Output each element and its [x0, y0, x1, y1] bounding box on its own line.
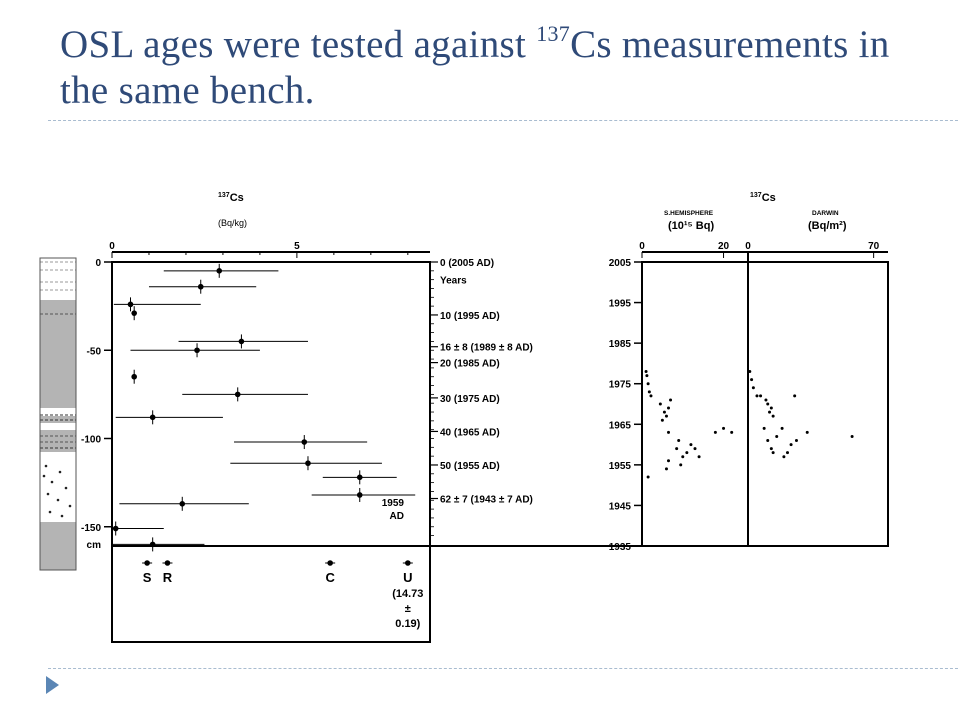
series-point: [685, 451, 688, 454]
marker-point: [327, 560, 333, 566]
right-top-tick-label: 70: [868, 241, 880, 252]
year-tick-label: 1975: [608, 379, 631, 391]
marker-label: R: [162, 570, 173, 585]
column-pebble: [51, 481, 54, 484]
series-point: [647, 476, 650, 479]
series-point: [645, 374, 648, 377]
series-point: [714, 431, 717, 434]
year-tick-label: 1945: [608, 501, 631, 513]
data-point: [305, 460, 311, 466]
left-axis-title-element: Cs: [229, 192, 244, 204]
left-marker-frame: [112, 546, 430, 642]
left-axis-unit: (Bq/kg): [218, 218, 248, 228]
column-pebble: [45, 465, 48, 468]
data-point: [235, 392, 241, 398]
data-point: [357, 475, 363, 481]
series-point: [675, 447, 678, 450]
series-point: [648, 390, 651, 393]
series-point: [689, 443, 692, 446]
series-point: [772, 451, 775, 454]
data-point: [113, 526, 119, 532]
depth-tick-label: -100: [80, 434, 101, 446]
series-point: [786, 451, 789, 454]
left-axis-title-iso: 137: [218, 192, 230, 199]
age-label: 50 (1955 AD): [440, 460, 500, 472]
column-light-band: [40, 423, 76, 430]
series-point: [770, 447, 773, 450]
right-top-tick-label: 0: [639, 241, 645, 252]
series-point: [752, 386, 755, 389]
marker-point: [144, 560, 150, 566]
series-point: [647, 382, 650, 385]
age-label: 16 ± 8 (1989 ± 8 AD): [440, 342, 533, 354]
series-point: [755, 394, 758, 397]
series-point: [782, 455, 785, 458]
column-pebble: [57, 499, 60, 502]
year-tick-label: 1985: [608, 339, 631, 351]
data-point: [194, 347, 200, 353]
left-top-tick-label: 5: [294, 241, 300, 252]
series-point: [663, 411, 666, 414]
u-value-line: ±: [404, 603, 411, 615]
series-point: [681, 455, 684, 458]
series-point: [694, 447, 697, 450]
age-label: 0 (2005 AD): [440, 258, 495, 269]
data-point: [239, 339, 245, 345]
right-top-tick-label: 0: [745, 241, 751, 252]
series-name-label: S.HEMISPHERE: [664, 210, 714, 217]
series-point: [750, 378, 753, 381]
series-point: [649, 394, 652, 397]
age-label: 30 (1975 AD): [440, 393, 500, 405]
series-point: [661, 419, 664, 422]
year-tick-label: 1955: [608, 460, 631, 472]
series-point: [759, 394, 762, 397]
age-label: 62 ± 7 (1943 ± 7 AD): [440, 494, 533, 506]
data-point: [150, 415, 156, 421]
series-point: [669, 398, 672, 401]
year-tick-label: 1995: [608, 298, 631, 310]
depth-tick-label: -50: [86, 346, 101, 358]
marker-label: S: [142, 570, 152, 585]
column-pebble: [49, 511, 52, 514]
series-point: [763, 427, 766, 430]
series-point: [772, 415, 775, 418]
series-point: [766, 439, 769, 442]
depth-unit-label: cm: [86, 540, 101, 551]
marker-point: [165, 560, 171, 566]
marker-label: C: [325, 570, 335, 585]
annotation-1959: 1959: [381, 498, 404, 509]
data-point: [198, 284, 204, 290]
data-point: [179, 501, 185, 507]
data-point: [131, 310, 137, 316]
marker-point: [405, 560, 411, 566]
series-name-label: DARWIN: [812, 210, 839, 217]
column-pebble: [61, 515, 64, 518]
series-point: [677, 439, 680, 442]
column-pebble: [65, 487, 68, 490]
column-pebble: [47, 493, 50, 496]
series-point: [766, 403, 769, 406]
marker-label: U: [403, 570, 413, 585]
series-point: [775, 435, 778, 438]
title-part-1: OSL ages were tested against: [60, 23, 537, 66]
right-axis-title-element: Cs: [761, 192, 776, 204]
column-pebble: [69, 505, 72, 508]
year-tick-label: 1935: [608, 542, 631, 553]
u-value-line: 0.19): [395, 618, 421, 630]
series-point: [748, 370, 751, 373]
data-point: [131, 374, 137, 380]
left-top-tick-label: 0: [109, 241, 115, 252]
series-point: [698, 455, 701, 458]
title-superscript: 137: [536, 21, 571, 46]
series-point: [781, 427, 784, 430]
data-point: [128, 302, 134, 308]
series-point: [645, 370, 648, 373]
series-point: [730, 431, 733, 434]
series-point: [665, 467, 668, 470]
series-point: [793, 394, 796, 397]
left-axis-title: [218, 192, 244, 204]
u-value-line: (14.73: [392, 588, 424, 600]
right-plot-frame: [642, 262, 888, 546]
series-point: [795, 439, 798, 442]
stratigraphic-column: [40, 258, 76, 570]
right-axis-title-iso: 137: [750, 192, 762, 199]
series-unit-label: (Bq/m²): [808, 220, 847, 232]
series-point: [806, 431, 809, 434]
column-pebble: [59, 471, 62, 474]
series-point: [679, 463, 682, 466]
right-axis-title: [750, 192, 776, 204]
series-unit-label: (10¹⁵ Bq): [668, 220, 715, 232]
right-top-tick-label: 20: [717, 241, 730, 252]
title-part-2: Cs measurements in the same bench.: [60, 23, 890, 112]
year-tick-label: 2005: [608, 258, 631, 269]
series-point: [667, 431, 670, 434]
data-point: [216, 268, 222, 274]
year-tick-label: 1965: [608, 420, 631, 432]
depth-tick-label: 0: [95, 258, 101, 269]
age-label: 40 (1965 AD): [440, 427, 500, 439]
series-point: [764, 398, 767, 401]
depth-tick-label: -150: [80, 522, 101, 534]
series-point: [790, 443, 793, 446]
data-point: [301, 439, 307, 445]
data-point: [150, 542, 156, 548]
series-point: [665, 415, 668, 418]
series-point: [667, 459, 670, 462]
data-point: [357, 492, 363, 498]
age-label: 20 (1985 AD): [440, 358, 500, 370]
series-point: [722, 427, 725, 430]
annotation-ad: AD: [389, 511, 404, 522]
column-light-band: [40, 258, 76, 300]
age-label: Years: [440, 275, 467, 287]
column-light-band: [40, 452, 76, 522]
series-point: [667, 407, 670, 410]
series-point: [768, 411, 771, 414]
column-pebble: [43, 475, 46, 478]
age-label: 10 (1995 AD): [440, 310, 500, 322]
series-point: [659, 403, 662, 406]
series-point: [770, 407, 773, 410]
series-point: [851, 435, 854, 438]
